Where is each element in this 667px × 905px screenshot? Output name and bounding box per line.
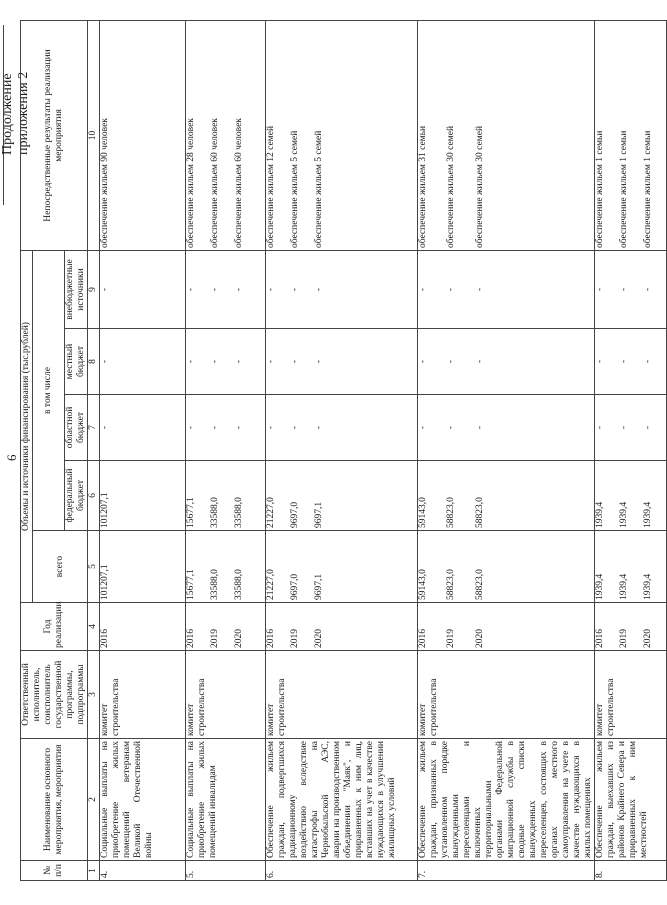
result-cell: обеспечение жильем 28 человек — [186, 20, 210, 250]
header-num: № п/п — [21, 861, 88, 881]
col-number: 9 — [88, 250, 100, 328]
regional-cell: - — [475, 395, 595, 461]
row-number: 8. — [595, 861, 667, 881]
page-number: 6 — [4, 454, 19, 461]
row-number: 6. — [266, 861, 418, 881]
year-cell: 2019 — [290, 603, 314, 651]
year-cell: 2019 — [619, 603, 643, 651]
local-cell: - — [418, 329, 447, 395]
extra-cell: - — [186, 250, 210, 328]
regional-cell: - — [446, 395, 475, 461]
col-number: 4 — [88, 603, 100, 651]
total-cell: 1939,4 — [619, 531, 643, 603]
result-cell: обеспечение жильем 60 человек — [234, 20, 266, 250]
table-row — [418, 20, 447, 880]
local-cell: - — [314, 329, 418, 395]
total-cell: 58823,0 — [446, 531, 475, 603]
responsible-cell: комитет строительства — [266, 651, 418, 739]
federal-cell: 58823,0 — [475, 461, 595, 531]
extra-cell: - — [619, 250, 643, 328]
header-local: местный бюджет — [65, 329, 88, 395]
responsible-cell: комитет строительства — [100, 651, 186, 739]
federal-cell: 59143,0 — [418, 461, 447, 531]
extra-cell: - — [210, 250, 234, 328]
federal-cell: 9697,1 — [314, 461, 418, 531]
row-number: 4. — [100, 861, 186, 881]
col-number: 6 — [88, 461, 100, 531]
federal-cell: 1939,4 — [595, 461, 619, 531]
regional-cell: - — [619, 395, 643, 461]
header-total: всего — [33, 531, 88, 603]
result-cell: обеспечение жильем 1 семьи — [619, 20, 643, 250]
header-extra: внебюджетные источники — [65, 250, 88, 328]
row-number: 7. — [418, 861, 595, 881]
result-cell: обеспечение жильем 31 семьи — [418, 20, 447, 250]
regional-cell: - — [595, 395, 619, 461]
result-cell: обеспечение жильем 1 семьи — [643, 20, 667, 250]
extra-cell: - — [595, 250, 619, 328]
extra-cell: - — [643, 250, 667, 328]
table-body — [100, 20, 667, 880]
extra-cell: - — [266, 250, 290, 328]
extra-cell: - — [418, 250, 447, 328]
extra-cell: - — [314, 250, 418, 328]
federal-cell: 58823,0 — [446, 461, 475, 531]
header-funding: Объемы и источники финансирования (тыс.рублей) — [21, 250, 33, 602]
regional-cell: - — [266, 395, 290, 461]
local-cell: - — [266, 329, 290, 395]
header-name: Наименование основного мероприятия, мероприятия — [21, 739, 88, 861]
regional-cell: - — [210, 395, 234, 461]
year-cell: 2019 — [446, 603, 475, 651]
year-cell: 2016 — [266, 603, 290, 651]
measure-name: Обеспечение жильем граждан, выехавших из районов Крайнего Севера и приравненных к ним местностей — [595, 739, 667, 861]
header-responsible: Ответственный исполнитель, соисполнитель государственной программы, подпрограммы — [21, 651, 88, 739]
year-cell: 2020 — [643, 603, 667, 651]
header-year: Год реализации — [21, 603, 88, 651]
header-regional: областной бюджет — [65, 395, 88, 461]
result-cell: обеспечение жильем 1 семьи — [595, 20, 619, 250]
local-cell: - — [290, 329, 314, 395]
total-cell: 15677,1 — [186, 531, 210, 603]
total-cell: 33588,0 — [234, 531, 266, 603]
program-table — [20, 20, 667, 881]
table-row — [186, 20, 210, 880]
result-cell: обеспечение жильем 5 семей — [290, 20, 314, 250]
total-cell: 9697,1 — [314, 531, 418, 603]
table-row — [266, 20, 290, 880]
year-cell: 2020 — [475, 603, 595, 651]
col-number: 1 — [88, 861, 100, 881]
col-number: 8 — [88, 329, 100, 395]
local-cell: - — [643, 329, 667, 395]
regional-cell: - — [314, 395, 418, 461]
result-cell: обеспечение жильем 30 семей — [446, 20, 475, 250]
local-cell: - — [475, 329, 595, 395]
extra-cell: - — [475, 250, 595, 328]
federal-cell: 101207,1 — [100, 461, 186, 531]
regional-cell: - — [234, 395, 266, 461]
table-row — [100, 20, 186, 880]
local-cell: - — [446, 329, 475, 395]
local-cell: - — [595, 329, 619, 395]
col-number: 5 — [88, 531, 100, 603]
total-cell: 21227,0 — [266, 531, 290, 603]
total-cell: 59143,0 — [418, 531, 447, 603]
extra-cell: - — [446, 250, 475, 328]
result-cell: обеспечение жильем 60 человек — [210, 20, 234, 250]
regional-cell: - — [643, 395, 667, 461]
col-number: 7 — [88, 395, 100, 461]
measure-name: Обеспечение жильем граждан, подвергшихся радиационному воздействию вследствие катастрофы на Чернобыльской АЭС, аварии на производственном объединении "Маяк", и приравненных к ним лиц, вставших на учет в качестве нуждающихся в улучшении жилищных условий — [266, 739, 418, 861]
federal-cell: 21227,0 — [266, 461, 290, 531]
year-cell: 2019 — [210, 603, 234, 651]
measure-name: Социальные выплаты на приобретение жилых помещений ветеранам Великой Отечественной войны — [100, 739, 186, 861]
federal-cell: 1939,4 — [643, 461, 667, 531]
measure-name: Обеспечение жильем граждан, признанных в установленном порядке вынужденными переселенцами и включенных территориальными органами Федеральной миграционной службы в сводные списки вынужденных переселенцев, состоящих в органах местного самоуправления на учете в качестве нуждающихся в жилых помещениях — [418, 739, 595, 861]
local-cell: - — [619, 329, 643, 395]
continuation-label: Продолжение приложения 2 — [0, 71, 31, 155]
measure-name: Социальные выплаты на приобретение жилых помещений инвалидам — [186, 739, 266, 861]
header-federal: федеральный бюджет — [65, 461, 88, 531]
extra-cell: - — [290, 250, 314, 328]
federal-cell: 1939,4 — [619, 461, 643, 531]
federal-cell: 33588,0 — [234, 461, 266, 531]
federal-cell: 9697,0 — [290, 461, 314, 531]
total-cell: 33588,0 — [210, 531, 234, 603]
total-cell: 58823,0 — [475, 531, 595, 603]
col-number: 10 — [88, 20, 100, 250]
result-cell: обеспечение жильем 12 семей — [266, 20, 290, 250]
total-cell: 9697,0 — [290, 531, 314, 603]
regional-cell: - — [418, 395, 447, 461]
federal-cell: 33588,0 — [210, 461, 234, 531]
total-cell: 101207,1 — [100, 531, 186, 603]
extra-cell: - — [234, 250, 266, 328]
responsible-cell: комитет строительства — [595, 651, 667, 739]
regional-cell: - — [100, 395, 186, 461]
responsible-cell: комитет строительства — [418, 651, 595, 739]
local-cell: - — [186, 329, 210, 395]
total-cell: 1939,4 — [643, 531, 667, 603]
result-cell: обеспечение жильем 90 человек — [100, 20, 186, 250]
extra-cell: - — [100, 250, 186, 328]
header-incl: в том числе — [33, 250, 65, 530]
responsible-cell: комитет строительства — [186, 651, 266, 739]
col-number: 2 — [88, 739, 100, 861]
year-cell: 2016 — [595, 603, 619, 651]
year-cell: 2016 — [100, 603, 186, 651]
result-cell: обеспечение жильем 30 семей — [475, 20, 595, 250]
local-cell: - — [100, 329, 186, 395]
row-number: 5. — [186, 861, 266, 881]
federal-cell: 15677,1 — [186, 461, 210, 531]
result-cell: обеспечение жильем 5 семей — [314, 20, 418, 250]
year-cell: 2016 — [186, 603, 210, 651]
table-row — [595, 20, 619, 880]
total-cell: 1939,4 — [595, 531, 619, 603]
col-number: 3 — [88, 651, 100, 739]
regional-cell: - — [186, 395, 210, 461]
header-results: Непосредственные результаты реализации мероприятия — [21, 20, 88, 250]
year-cell: 2020 — [234, 603, 266, 651]
year-cell: 2020 — [314, 603, 418, 651]
regional-cell: - — [290, 395, 314, 461]
local-cell: - — [234, 329, 266, 395]
local-cell: - — [210, 329, 234, 395]
year-cell: 2016 — [418, 603, 447, 651]
